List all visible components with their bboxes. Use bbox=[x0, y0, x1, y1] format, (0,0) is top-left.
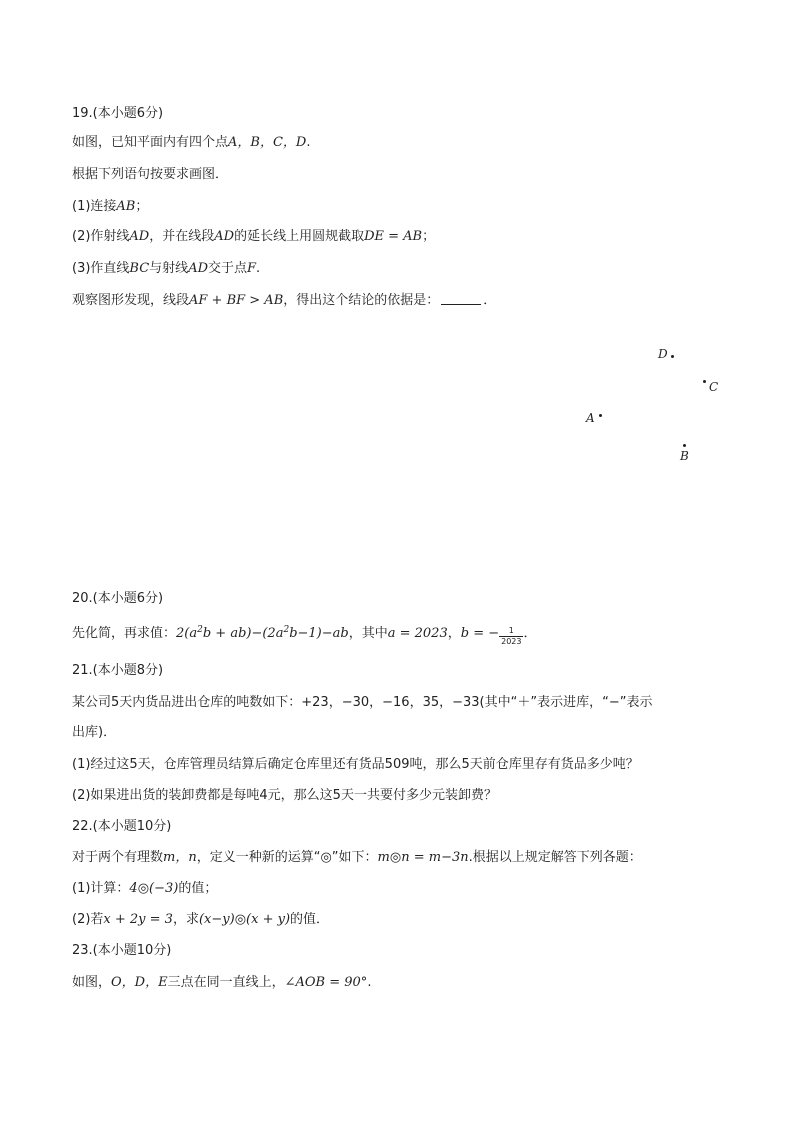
q19-text: ； bbox=[422, 229, 436, 244]
q19-text: ，并在线段 bbox=[149, 229, 215, 244]
q19-math: F bbox=[247, 261, 257, 276]
q22-line-2 bbox=[72, 880, 217, 898]
point-b-dot bbox=[683, 444, 686, 447]
q19-text: (1)连接 bbox=[72, 199, 117, 214]
q19-text: ； bbox=[135, 199, 149, 214]
q21-line-1: 某公司5天内货品进出仓库的吨数如下：+23，−30，−16，35，−33(其中“＋”表示进库，“−”表示 bbox=[72, 695, 653, 710]
fraction bbox=[499, 626, 523, 647]
q20-math: b = − bbox=[460, 626, 500, 641]
q23-line-1 bbox=[72, 974, 371, 992]
point-a-label: A bbox=[586, 411, 595, 425]
q19-line-5 bbox=[72, 260, 260, 278]
q19-math: AD bbox=[188, 261, 208, 276]
q19-text: 与射线 bbox=[149, 261, 189, 276]
q21-line-2: 出库)． bbox=[72, 725, 117, 740]
point-b-label: B bbox=[680, 449, 689, 463]
q19-line-2: 根据下列语句按要求画图． bbox=[72, 167, 229, 182]
q22-header: 22.(本小题10分) bbox=[72, 819, 172, 834]
q19-text: 交于点 bbox=[208, 261, 248, 276]
q22-text: (1)计算： bbox=[72, 881, 130, 896]
q22-math: 4◎(−3) bbox=[129, 881, 179, 896]
q23-text: . bbox=[367, 975, 372, 990]
q19-text: 的延长线上用圆规截取 bbox=[234, 229, 365, 244]
q22-text: (2)若 bbox=[72, 912, 104, 927]
q19-text: 如图，已知平面内有四个点 bbox=[72, 135, 229, 150]
q19-line-4 bbox=[72, 228, 435, 246]
q22-text: ，求 bbox=[172, 912, 199, 927]
q20-text: ． bbox=[523, 626, 537, 641]
q19-header: 19.(本小题6分) bbox=[72, 106, 164, 121]
q19-math: A，B，C，D bbox=[228, 135, 307, 150]
fraction-denominator: 2023 bbox=[501, 637, 522, 646]
q22-line-1 bbox=[72, 849, 642, 867]
q23-header: 23.(本小题10分) bbox=[72, 943, 172, 958]
q19-text: ． bbox=[483, 293, 497, 308]
point-c-dot bbox=[703, 380, 706, 383]
q19-text: (2)作射线 bbox=[72, 229, 130, 244]
point-a-dot bbox=[599, 414, 602, 417]
q22-text: 对于两个有理数 bbox=[72, 850, 164, 865]
q21-line-3: (1)经过这5天，仓库管理员结算后确定仓库里还有货品509吨，那么5天前仓库里存有货品多少吨？ bbox=[72, 757, 639, 772]
q19-line-1 bbox=[72, 134, 310, 152]
point-d-label: D bbox=[658, 347, 668, 361]
q21-header: 21.(本小题8分) bbox=[72, 663, 164, 678]
q22-text: ，定义一种新的运算“◎”如下： bbox=[196, 850, 378, 865]
q19-line-3 bbox=[72, 198, 148, 216]
q19-math: AB bbox=[116, 199, 136, 214]
q22-text: 的值． bbox=[290, 912, 330, 927]
q19-text: ，得出这个结论的依据是： bbox=[283, 293, 440, 308]
q20-header: 20.(本小题6分) bbox=[72, 591, 164, 606]
q22-math: (x−y)◎(x + y) bbox=[198, 912, 291, 927]
q23-text: 三点在同一直线上， bbox=[167, 975, 285, 990]
q19-text: 观察图形发现，线段 bbox=[72, 293, 190, 308]
q21-line-4: (2)如果进出货的装卸费都是每吨4元，那么这5天一共要付多少元装卸费？ bbox=[72, 788, 497, 803]
q20-text: ， bbox=[447, 626, 461, 641]
q20-text: 先化简，再求值： bbox=[72, 626, 177, 641]
q19-math: AD bbox=[129, 229, 150, 244]
q23-math: ∠AOB = 90° bbox=[284, 975, 368, 990]
q22-math: x + 2y = 3 bbox=[103, 912, 173, 927]
q22-math: m◎n = m−3n bbox=[377, 850, 469, 865]
q19-math: AF + BF > AB bbox=[189, 293, 284, 308]
q19-math: DE = AB bbox=[364, 229, 423, 244]
q22-text: .根据以上规定解答下列各题： bbox=[468, 850, 642, 865]
exponent: 2 bbox=[283, 625, 290, 635]
q19-math: BC bbox=[129, 261, 150, 276]
q23-math: O，D，E bbox=[111, 975, 168, 990]
q19-text: . bbox=[256, 261, 261, 276]
expr-part: b + ab)−(2a bbox=[202, 626, 284, 641]
q20-expression bbox=[176, 626, 349, 641]
q19-line-6 bbox=[72, 292, 496, 310]
q19-text: (3)作直线 bbox=[72, 261, 130, 276]
exponent: 2 bbox=[197, 625, 203, 635]
q23-text: 如图， bbox=[72, 975, 112, 990]
fraction-numerator: 1 bbox=[499, 626, 523, 637]
answer-blank[interactable] bbox=[441, 292, 481, 305]
expr-part: 2(a bbox=[176, 626, 198, 641]
point-c-label: C bbox=[709, 380, 719, 394]
q22-text: 的值； bbox=[178, 881, 218, 896]
point-d-dot bbox=[671, 355, 674, 358]
q20-text: ，其中 bbox=[348, 626, 388, 641]
expr-part: b−1)−ab bbox=[289, 626, 349, 641]
q20-line-1 bbox=[72, 625, 537, 647]
q19-text: . bbox=[306, 135, 311, 150]
q22-line-3 bbox=[72, 911, 329, 929]
q20-math: a = 2023 bbox=[387, 626, 448, 641]
q22-math: m，n bbox=[163, 850, 197, 865]
q19-math: AD bbox=[214, 229, 235, 244]
